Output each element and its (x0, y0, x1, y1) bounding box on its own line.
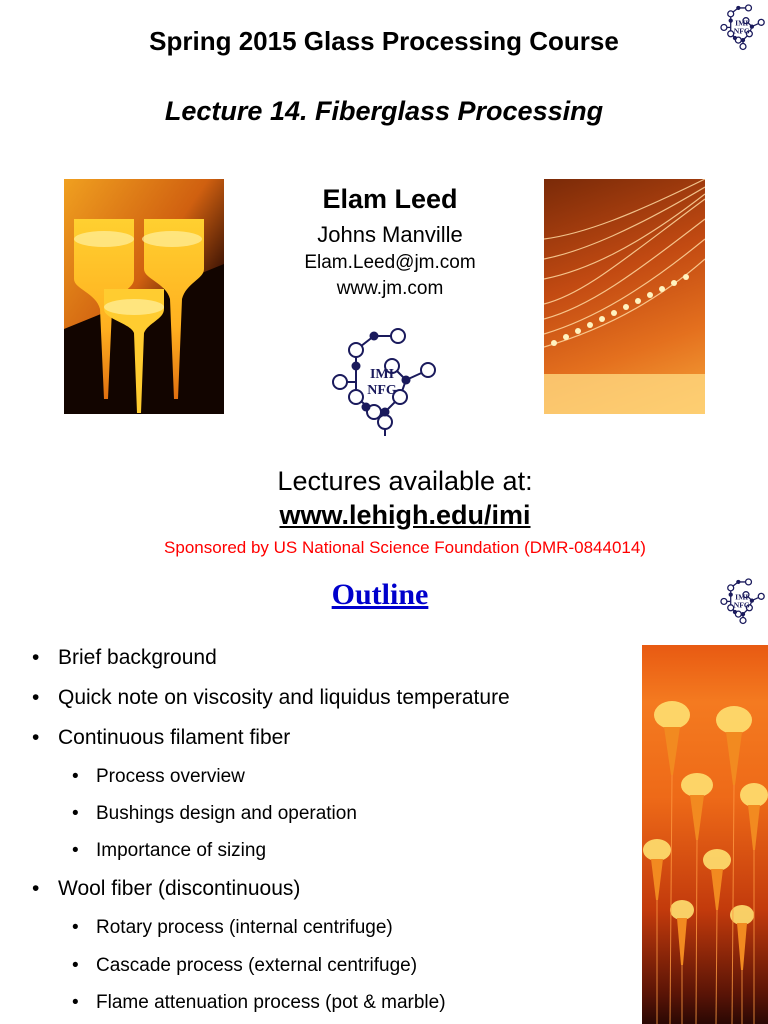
lecture-title: Lecture 14. Fiberglass Processing (164, 96, 604, 126)
outline-title[interactable]: Outline (331, 578, 429, 611)
svg-text:NFG: NFG (733, 600, 750, 610)
svg-text:IMI: IMI (735, 18, 749, 28)
svg-text:NFG: NFG (733, 26, 750, 36)
sponsor-note: Sponsored by US National Science Foundation (DMR-0844014) (164, 538, 646, 557)
imi-nfg-logo-icon (718, 2, 768, 52)
svg-text:NFG: NFG (367, 383, 397, 398)
svg-text:IMI: IMI (735, 592, 749, 602)
author-website[interactable]: www.jm.com (336, 278, 444, 299)
lectures-link[interactable]: www.lehigh.edu/imi (279, 500, 531, 530)
imi-nfg-logo-icon (718, 576, 768, 626)
author-organization: Johns Manville (317, 222, 463, 247)
outline-slide: Outline IMI NFG • Brief background • Quick note on viscosity and liquidus temperature • Continuous filament fiber • Process overview • Bushings design and operation • Importance of sizing • Wool fiber (discontinuous) • Rotary process (internal centrifuge) • Cascade process (external centrifuge) • Flame attenuation process (pot & marble) (0, 572, 768, 1024)
author-email[interactable]: Elam.Leed@jm.com (304, 252, 476, 273)
svg-text:IMI: IMI (369, 367, 395, 382)
bushing-array-photo (642, 645, 768, 1024)
course-title: Spring 2015 Glass Processing Course (149, 26, 619, 56)
fiber-drawing-photo (544, 179, 705, 414)
author-name: Elam Leed (322, 184, 458, 214)
bushing-tips-photo (64, 179, 224, 414)
imi-nfg-logo-icon (330, 322, 440, 440)
lectures-label: Lectures available at: (277, 466, 533, 496)
